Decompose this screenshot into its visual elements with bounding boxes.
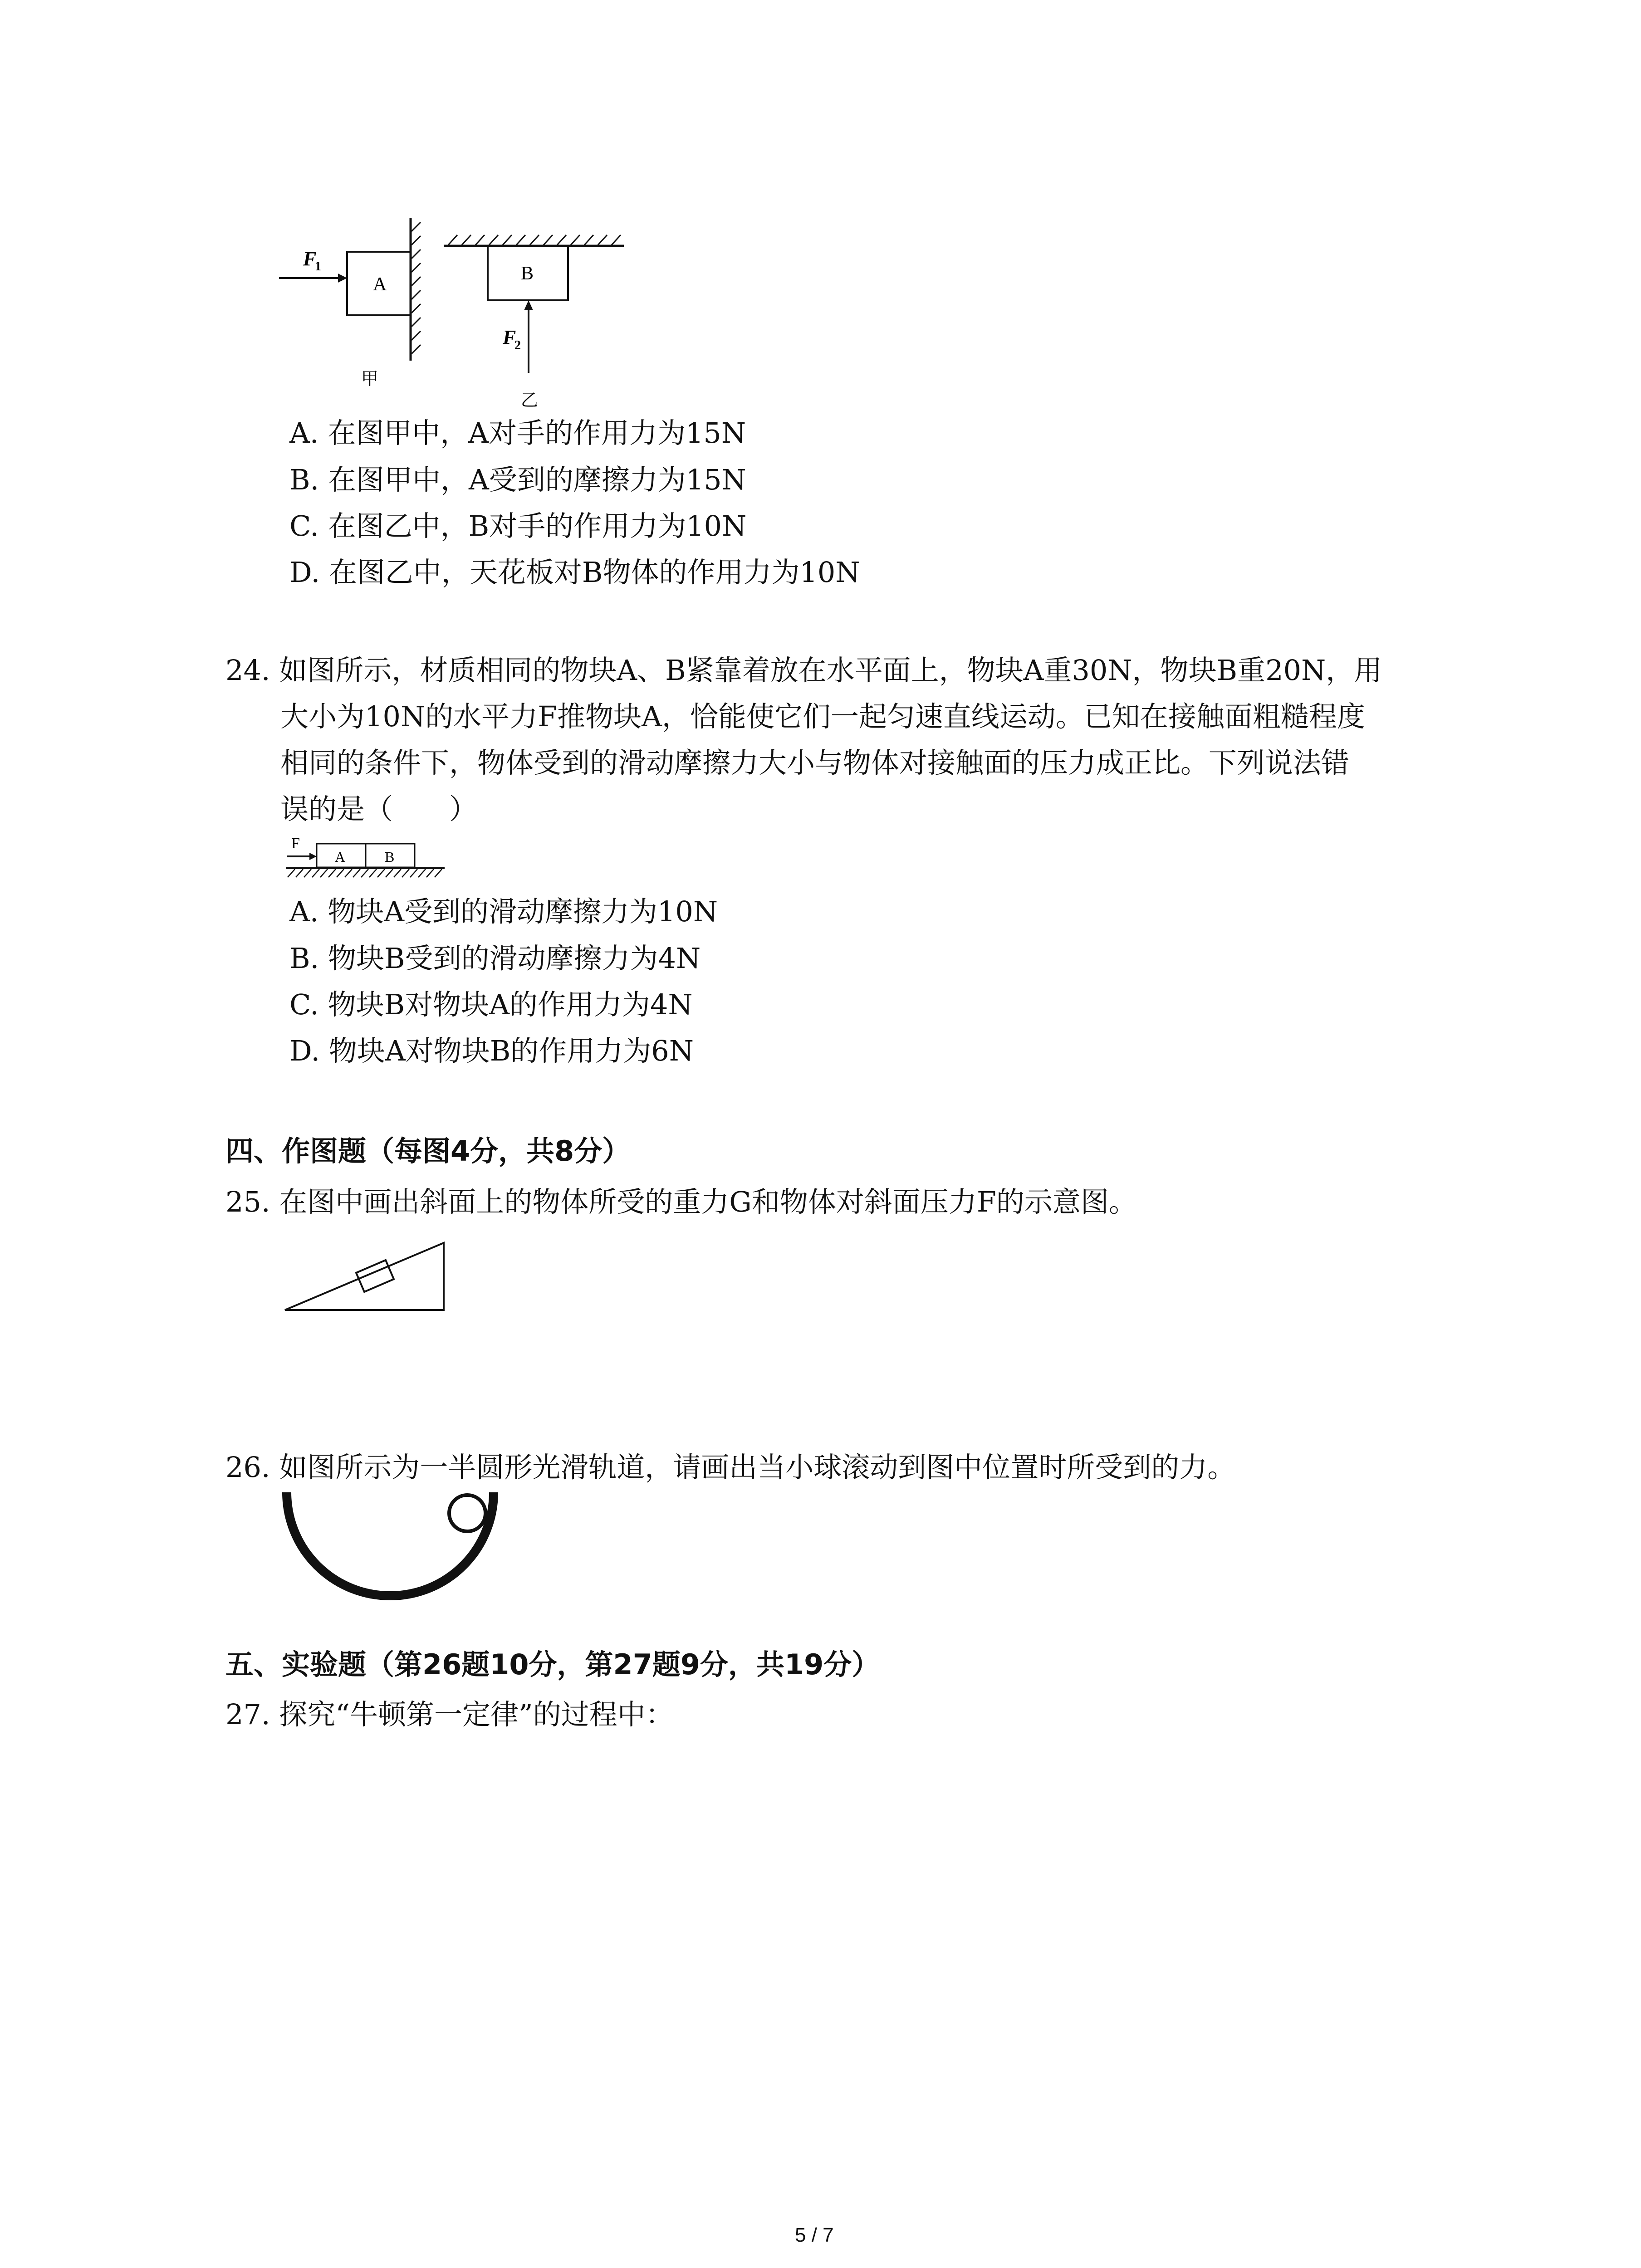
ceiling-hatching: [448, 235, 621, 245]
q23-option-a: A. 在图甲中，A对手的作用力为15N: [289, 416, 746, 450]
q24-line-2: 大小为10N的水平力F推物块A，恰能使它们一起匀速直线运动。已知在接触面粗糙程度: [280, 700, 1365, 733]
q24-figure: [286, 834, 458, 884]
q27-text: 27. 探究“牛顿第一定律”的过程中：: [225, 1698, 674, 1731]
q23-option-d: D. 在图乙中，天花板对B物体的作用力为10N: [289, 556, 860, 589]
section-5-heading: 五、实验题（第26题10分，第27题9分，共19分）: [225, 1648, 880, 1681]
incline-triangle: [285, 1243, 444, 1310]
q24-line-3: 相同的条件下，物体受到的滑动摩擦力大小与物体对接触面的压力成正比。下列说法错: [280, 746, 1350, 779]
force-f-label: F: [291, 835, 300, 852]
q24-option-b: B. 物块B受到的滑动摩擦力为4N: [289, 942, 701, 975]
q25-incline-figure: [281, 1225, 454, 1315]
block-on-incline: [356, 1260, 394, 1292]
q26-track-figure: [277, 1488, 504, 1606]
f1-arrow-head: [338, 274, 347, 283]
f2-subscript: 2: [514, 338, 521, 352]
q24-line-4: 误的是（ ）: [280, 792, 478, 826]
q23-option-c: C. 在图乙中，B对手的作用力为10N: [289, 509, 747, 543]
force-f-arrow-head: [309, 853, 317, 860]
ball: [449, 1495, 485, 1531]
ground-hatching: [288, 869, 442, 877]
block-b-label: B: [521, 263, 534, 284]
wall-hatching: [411, 222, 421, 354]
q24-line-1: 24. 如图所示，材质相同的物块A、B紧靠着放在水平面上，物块A重30N，物块B重20N，用: [225, 654, 1382, 687]
f1-label: F: [303, 248, 317, 270]
caption-jia: 甲: [361, 370, 379, 389]
q23-figure: [272, 213, 635, 413]
f2-label: F: [503, 326, 516, 348]
q24-option-d: D. 物块A对物块B的作用力为6N: [289, 1034, 694, 1067]
f1-subscript: 1: [315, 259, 321, 274]
section-4-heading: 四、作图题（每图4分，共8分）: [225, 1134, 631, 1168]
block-a-label: A: [373, 274, 387, 295]
block-b-label: B: [385, 849, 395, 865]
q23-option-b: B. 在图甲中，A受到的摩擦力为15N: [289, 463, 746, 496]
q24-option-a: A. 物块A受到的滑动摩擦力为10N: [289, 895, 718, 928]
block-a-label: A: [335, 849, 346, 865]
f2-arrow-head: [524, 300, 533, 310]
q25-text: 25. 在图中画出斜面上的物体所受的重力G和物体对斜面压力F的示意图。: [225, 1185, 1137, 1218]
q26-text: 26. 如图所示为一半圆形光滑轨道，请画出当小球滚动到图中位置时所受到的力。: [225, 1451, 1236, 1484]
q24-option-c: C. 物块B对物块A的作用力为4N: [289, 988, 693, 1021]
page-number: 5 / 7: [795, 2224, 834, 2246]
caption-yi: 乙: [521, 391, 539, 410]
